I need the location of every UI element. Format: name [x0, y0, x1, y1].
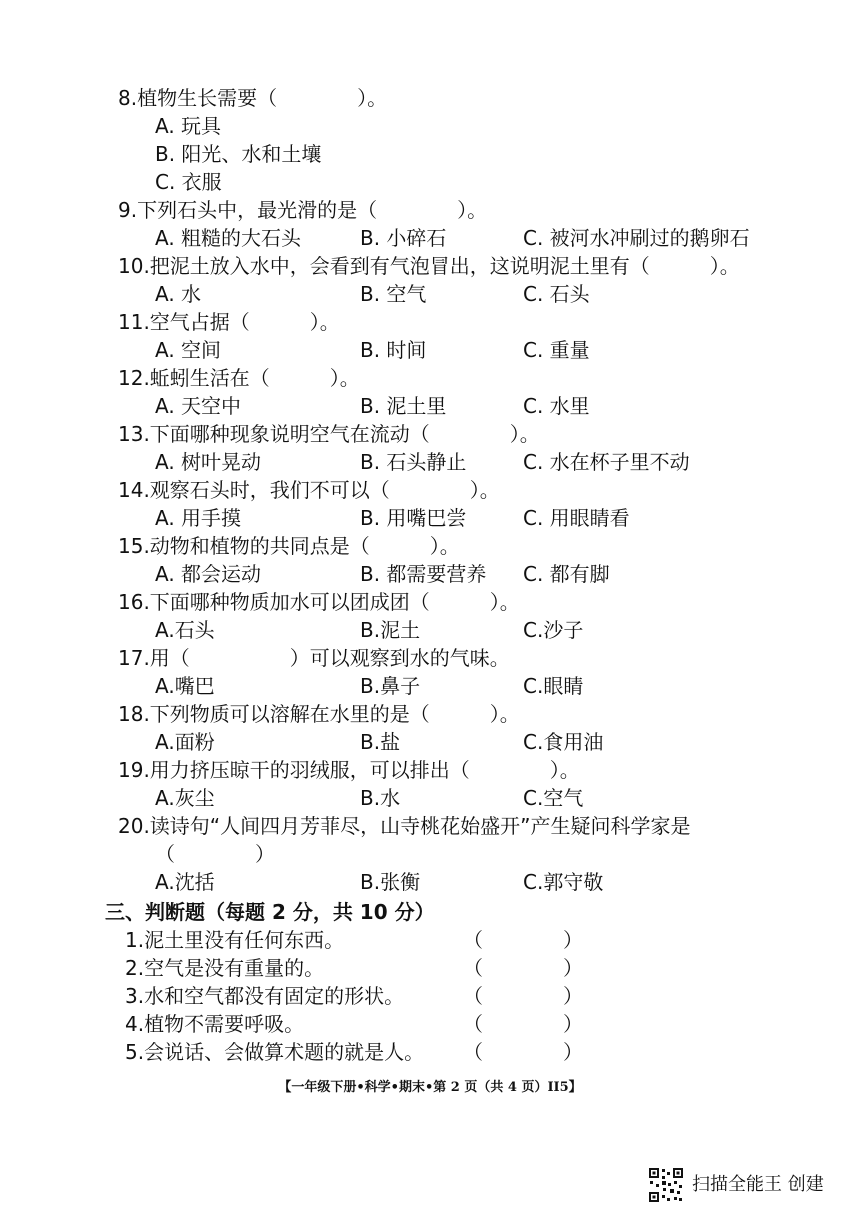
question-9-option-b: B. 小碎石: [360, 226, 447, 250]
question-12-option-c: C. 水里: [523, 394, 590, 418]
judge-item-1-paren: （ ）: [463, 928, 583, 952]
question-16-stem: 16.下面哪种物质加水可以团成团（ ）。: [118, 590, 520, 614]
question-16-option-a: A.石头: [155, 618, 215, 642]
page-footer: 【一年级下册•科学•期末•第 2 页（共 4 页）II5】: [278, 1080, 582, 1095]
question-20-option-b: B.张衡: [360, 870, 421, 894]
qr-code-icon: [648, 1167, 684, 1203]
watermark-text: 扫描全能王 创建: [692, 1174, 824, 1195]
question-9-option-c: C. 被河水冲刷过的鹅卵石: [523, 226, 750, 250]
question-15-option-c: C. 都有脚: [523, 562, 610, 586]
question-11-stem: 11.空气占据（ ）。: [118, 310, 340, 334]
question-19-option-b: B.水: [360, 786, 401, 810]
question-20-option-a: A.沈括: [155, 870, 215, 894]
question-8-option-b: B. 阳光、水和土壤: [155, 142, 322, 166]
question-15-option-b: B. 都需要营养: [360, 562, 487, 586]
question-14-stem: 14.观察石头时，我们不可以（ ）。: [118, 478, 500, 502]
judge-item-2: 2.空气是没有重量的。: [125, 956, 325, 980]
question-19-option-a: A.灰尘: [155, 786, 215, 810]
question-17-stem: 17.用（ ）可以观察到水的气味。: [118, 646, 510, 670]
question-14-option-a: A. 用手摸: [155, 506, 242, 530]
section-3-title: 三、判断题（每题 2 分，共 10 分）: [105, 900, 435, 924]
question-18-option-a: A.面粉: [155, 730, 215, 754]
question-10-option-b: B. 空气: [360, 282, 427, 306]
question-20-stem: 20.读诗句“人间四月芳菲尽，山寺桃花始盛开”产生疑问科学家是: [118, 814, 691, 838]
judge-item-4-paren: （ ）: [463, 1012, 583, 1036]
judge-item-4: 4.植物不需要呼吸。: [125, 1012, 305, 1036]
question-13-stem: 13.下面哪种现象说明空气在流动（ ）。: [118, 422, 540, 446]
question-17-option-b: B.鼻子: [360, 674, 421, 698]
question-10-option-a: A. 水: [155, 282, 202, 306]
judge-item-5: 5.会说话、会做算术题的就是人。: [125, 1040, 425, 1064]
question-14-option-b: B. 用嘴巴尝: [360, 506, 467, 530]
question-14-option-c: C. 用眼睛看: [523, 506, 630, 530]
scanner-watermark: [648, 1167, 824, 1203]
judge-item-2-paren: （ ）: [463, 956, 583, 980]
question-11-option-a: A. 空间: [155, 338, 222, 362]
question-12-option-a: A. 天空中: [155, 394, 242, 418]
question-8-option-a: A. 玩具: [155, 114, 222, 138]
question-11-option-c: C. 重量: [523, 338, 590, 362]
question-16-option-b: B.泥土: [360, 618, 421, 642]
question-19-option-c: C.空气: [523, 786, 584, 810]
question-12-stem: 12.蚯蚓生活在（ ）。: [118, 366, 360, 390]
question-15-stem: 15.动物和植物的共同点是（ ）。: [118, 534, 460, 558]
question-13-option-c: C. 水在杯子里不动: [523, 450, 690, 474]
question-17-option-a: A.嘴巴: [155, 674, 215, 698]
judge-item-3-paren: （ ）: [463, 984, 583, 1008]
question-18-option-c: C.食用油: [523, 730, 604, 754]
question-8-stem: 8.植物生长需要（ ）。: [118, 86, 388, 110]
question-10-option-c: C. 石头: [523, 282, 590, 306]
question-16-option-c: C.沙子: [523, 618, 584, 642]
question-13-option-a: A. 树叶晃动: [155, 450, 262, 474]
question-9-stem: 9.下列石头中，最光滑的是（ ）。: [118, 198, 488, 222]
question-18-stem: 18.下列物质可以溶解在水里的是（ ）。: [118, 702, 520, 726]
question-17-option-c: C.眼睛: [523, 674, 584, 698]
question-15-option-a: A. 都会运动: [155, 562, 262, 586]
question-10-stem: 10.把泥土放入水中，会看到有气泡冒出，这说明泥土里有（ ）。: [118, 254, 740, 278]
question-13-option-b: B. 石头静止: [360, 450, 467, 474]
question-12-option-b: B. 泥土里: [360, 394, 447, 418]
judge-item-1: 1.泥土里没有任何东西。: [125, 928, 345, 952]
question-20-option-c: C.郭守敬: [523, 870, 604, 894]
judge-item-3: 3.水和空气都没有固定的形状。: [125, 984, 405, 1008]
question-20-answer-paren: （ ）: [155, 842, 275, 866]
judge-item-5-paren: （ ）: [463, 1040, 583, 1064]
question-9-option-a: A. 粗糙的大石头: [155, 226, 302, 250]
question-8-option-c: C. 衣服: [155, 170, 222, 194]
question-18-option-b: B.盐: [360, 730, 401, 754]
question-11-option-b: B. 时间: [360, 338, 427, 362]
question-19-stem: 19.用力挤压晾干的羽绒服，可以排出（ ）。: [118, 758, 580, 782]
